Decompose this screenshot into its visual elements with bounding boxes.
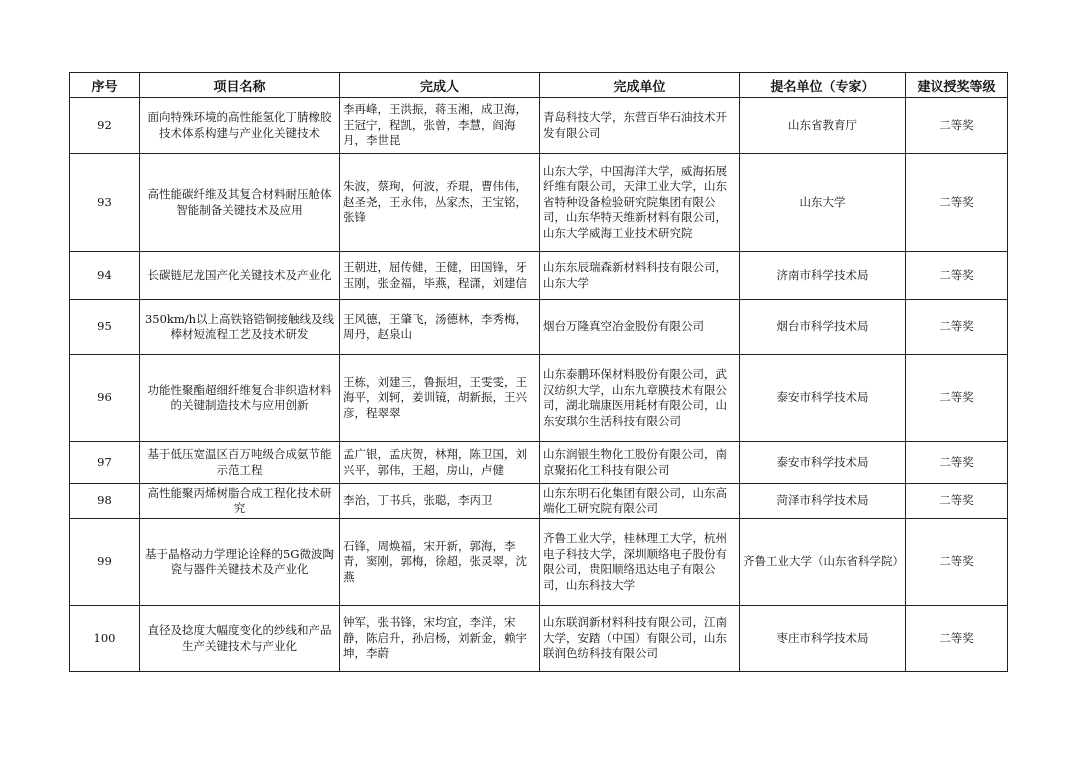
cell-nominator: 枣庄市科学技术局 xyxy=(740,606,906,672)
cell-people: 李再峰，王洪振，蒋玉湘，成卫海，王冠宁，程凯，张曾，李慧，阎海月，李世昆 xyxy=(340,98,540,154)
cell-organization: 山东润银生物化工股份有限公司，南京聚拓化工科技有限公司 xyxy=(540,442,740,484)
cell-people: 王风德，王肇飞，汤德林，李秀梅，周丹，赵泉山 xyxy=(340,300,540,355)
cell-no: 96 xyxy=(70,355,140,442)
cell-people: 石锋，周焕福，宋开新，郭海，李青，窦刚，郭梅，徐超，张灵翠，沈燕 xyxy=(340,519,540,606)
cell-award-level: 二等奖 xyxy=(906,442,1008,484)
cell-award-level: 二等奖 xyxy=(906,355,1008,442)
header-people: 完成人 xyxy=(340,73,540,98)
table-row xyxy=(70,519,1008,606)
cell-no: 94 xyxy=(70,252,140,300)
cell-project-name: 350km/h以上高铁铬锆铜接触线及线棒材短流程工艺及技术研发 xyxy=(140,300,340,355)
cell-project-name: 基于低压宽温区百万吨级合成氨节能示范工程 xyxy=(140,442,340,484)
cell-nominator: 菏泽市科学技术局 xyxy=(740,484,906,519)
table-row xyxy=(70,252,1008,300)
cell-organization: 山东联润新材料科技有限公司，江南大学，安踏（中国）有限公司，山东联润色纺科技有限公司 xyxy=(540,606,740,672)
cell-award-level: 二等奖 xyxy=(906,154,1008,252)
cell-project-name: 基于晶格动力学理论诠释的5G微波陶瓷与器件关键技术及产业化 xyxy=(140,519,340,606)
table-row xyxy=(70,300,1008,355)
table-row xyxy=(70,154,1008,252)
table-row xyxy=(70,355,1008,442)
cell-nominator: 山东省教育厅 xyxy=(740,98,906,154)
cell-award-level: 二等奖 xyxy=(906,300,1008,355)
cell-organization: 山东泰鹏环保材料股份有限公司，武汉纺织大学，山东九章膜技术有限公司，湖北瑞康医用耗材有限公司，山东安琪尔生活科技有限公司 xyxy=(540,355,740,442)
cell-no: 97 xyxy=(70,442,140,484)
table-row xyxy=(70,606,1008,672)
table-row xyxy=(70,484,1008,519)
header-nominator: 提名单位（专家） xyxy=(740,73,906,98)
cell-no: 92 xyxy=(70,98,140,154)
cell-project-name: 长碳链尼龙国产化关键技术及产业化 xyxy=(140,252,340,300)
cell-organization: 齐鲁工业大学，桂林理工大学，杭州电子科技大学，深圳顺络电子股份有限公司，贵阳顺络迅达电子有限公司，山东科技大学 xyxy=(540,519,740,606)
header-no: 序号 xyxy=(70,73,140,98)
cell-organization: 山东东明石化集团有限公司，山东高端化工研究院有限公司 xyxy=(540,484,740,519)
table-row xyxy=(70,442,1008,484)
cell-project-name: 直径及捻度大幅度变化的纱线和产品生产关键技术与产业化 xyxy=(140,606,340,672)
cell-nominator: 齐鲁工业大学（山东省科学院） xyxy=(740,519,906,606)
cell-organization: 山东东辰瑞森新材料科技有限公司，山东大学 xyxy=(540,252,740,300)
cell-people: 孟广银，孟庆贺，林翔，陈卫国，刘兴平，郭伟，王超，房山，卢健 xyxy=(340,442,540,484)
cell-no: 93 xyxy=(70,154,140,252)
table-row xyxy=(70,98,1008,154)
cell-award-level: 二等奖 xyxy=(906,252,1008,300)
cell-people: 朱波，蔡珣，何波，乔琨，曹伟伟，赵圣尧，王永伟，丛家杰，王宝铭，张锋 xyxy=(340,154,540,252)
cell-award-level: 二等奖 xyxy=(906,606,1008,672)
cell-nominator: 泰安市科学技术局 xyxy=(740,355,906,442)
cell-project-name: 功能性聚酯超细纤维复合非织造材料的关键制造技术与应用创新 xyxy=(140,355,340,442)
cell-project-name: 高性能碳纤维及其复合材料耐压舱体智能制备关键技术及应用 xyxy=(140,154,340,252)
cell-project-name: 高性能聚丙烯树脂合成工程化技术研究 xyxy=(140,484,340,519)
cell-organization: 山东大学，中国海洋大学，威海拓展纤维有限公司，天津工业大学，山东省特种设备检验研究院集团有限公司，山东华特天维新材料有限公司，山东大学威海工业技术研究院 xyxy=(540,154,740,252)
header-organization: 完成单位 xyxy=(540,73,740,98)
cell-people: 李治，丁书兵，张聪，李丙卫 xyxy=(340,484,540,519)
cell-no: 100 xyxy=(70,606,140,672)
cell-award-level: 二等奖 xyxy=(906,484,1008,519)
cell-organization: 烟台万隆真空冶金股份有限公司 xyxy=(540,300,740,355)
cell-nominator: 济南市科学技术局 xyxy=(740,252,906,300)
cell-nominator: 泰安市科学技术局 xyxy=(740,442,906,484)
cell-award-level: 二等奖 xyxy=(906,519,1008,606)
cell-no: 98 xyxy=(70,484,140,519)
cell-project-name: 面向特殊环境的高性能氢化丁腈橡胶技术体系构建与产业化关键技术 xyxy=(140,98,340,154)
cell-people: 钟军，张书锋，宋均宜，李洋，宋静，陈启升，孙启杨，刘新金，赖宇坤，李蔚 xyxy=(340,606,540,672)
cell-nominator: 山东大学 xyxy=(740,154,906,252)
cell-organization: 青岛科技大学，东营百华石油技术开发有限公司 xyxy=(540,98,740,154)
cell-nominator: 烟台市科学技术局 xyxy=(740,300,906,355)
cell-no: 95 xyxy=(70,300,140,355)
header-project-name: 项目名称 xyxy=(140,73,340,98)
cell-people: 王栋，刘建三，鲁振坦，王雯雯，王海平，刘轲，姜训镜，胡新振，王兴彦，程翠翠 xyxy=(340,355,540,442)
header-row xyxy=(70,73,1008,98)
cell-people: 王朝进，屈传健，王健，田国锋，牙玉刚，张金福，毕燕，程潇，刘建信 xyxy=(340,252,540,300)
cell-no: 99 xyxy=(70,519,140,606)
cell-award-level: 二等奖 xyxy=(906,98,1008,154)
award-table xyxy=(69,72,1008,672)
header-award-level: 建议授奖等级 xyxy=(906,73,1008,98)
